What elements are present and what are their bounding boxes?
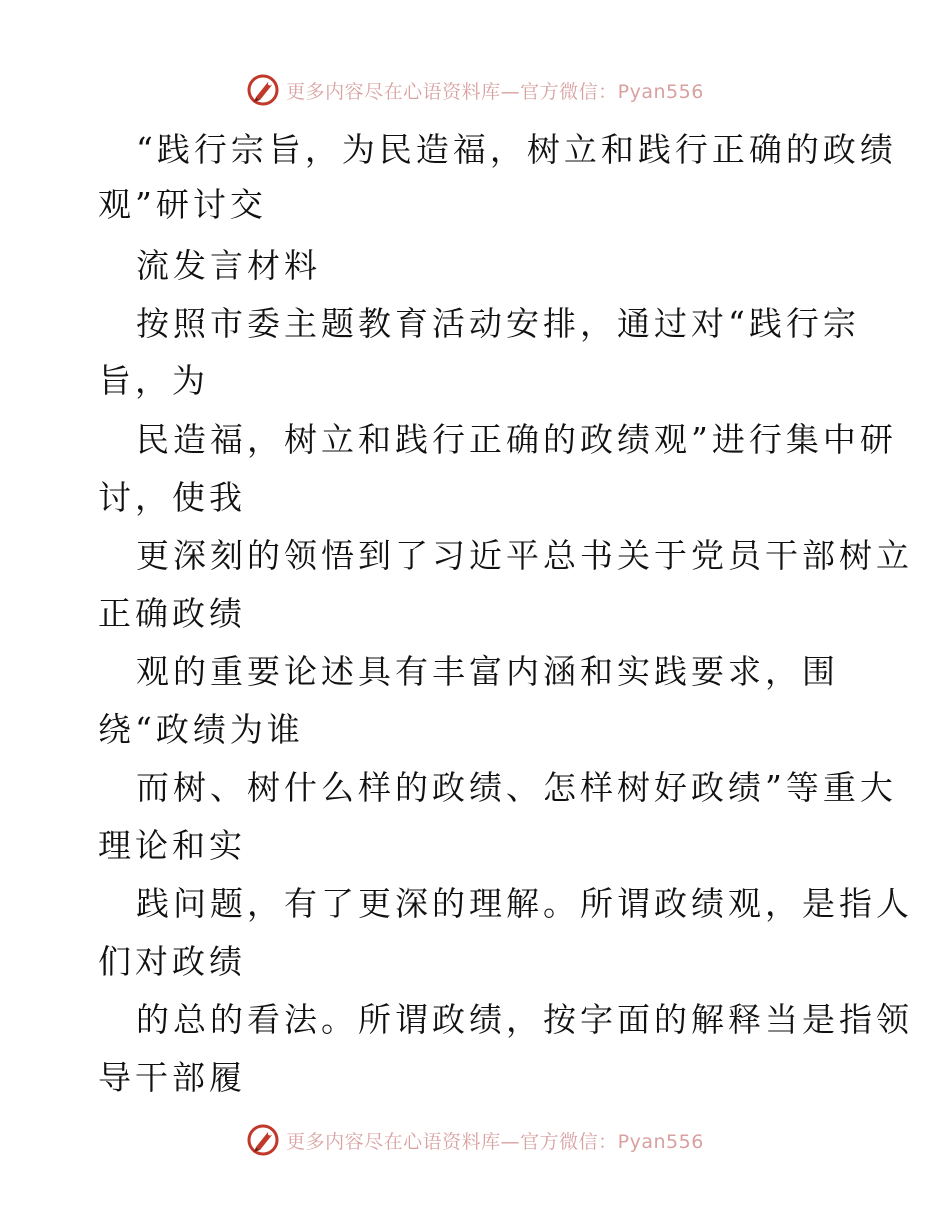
paragraph-line: 践问题，有了更深的理解。所谓政绩观，是指人 <box>136 884 913 923</box>
paragraph-line: 正确政绩 <box>98 594 246 633</box>
footer-watermark <box>0 1120 950 1160</box>
paragraph-line: 按照市委主题教育活动安排，通过对“践行宗 <box>136 304 860 343</box>
paragraph-line: 理论和实 <box>98 826 246 865</box>
paragraph-line: 导干部履 <box>98 1058 246 1097</box>
watermark-text: 更多内容尽在心语资料库—官方微信：Pyan556 <box>286 80 704 103</box>
paragraph-line: 而树、树什么样的政绩、怎样树好政绩”等重大 <box>136 768 897 807</box>
watermark-group <box>246 1123 704 1157</box>
document-title-line-1: “践行宗旨，为民造福，树立和践行正确的政绩 <box>136 130 897 169</box>
header-watermark <box>0 70 950 110</box>
paragraph-line: 们对政绩 <box>98 942 246 981</box>
pen-logo-icon <box>246 73 280 107</box>
paragraph-line: 绕“政绩为谁 <box>98 710 304 749</box>
paragraph-line: 的总的看法。所谓政绩，按字面的解释当是指领 <box>136 1000 913 1039</box>
paragraph-line: 民造福，树立和践行正确的政绩观”进行集中研 <box>136 420 897 459</box>
watermark-text: 更多内容尽在心语资料库—官方微信：Pyan556 <box>286 1130 704 1153</box>
pen-logo-icon <box>246 1123 280 1157</box>
paragraph-line: 旨，为 <box>98 361 209 400</box>
watermark-group <box>246 73 704 107</box>
paragraph-line: 更深刻的领悟到了习近平总书关于党员干部树立 <box>136 536 913 575</box>
document-title-line-2: 观”研讨交 <box>98 185 267 224</box>
document-title-line-3: 流发言材料 <box>136 246 321 285</box>
paragraph-line: 观的重要论述具有丰富内涵和实践要求，围 <box>136 652 839 691</box>
paragraph-line: 讨，使我 <box>98 478 246 517</box>
